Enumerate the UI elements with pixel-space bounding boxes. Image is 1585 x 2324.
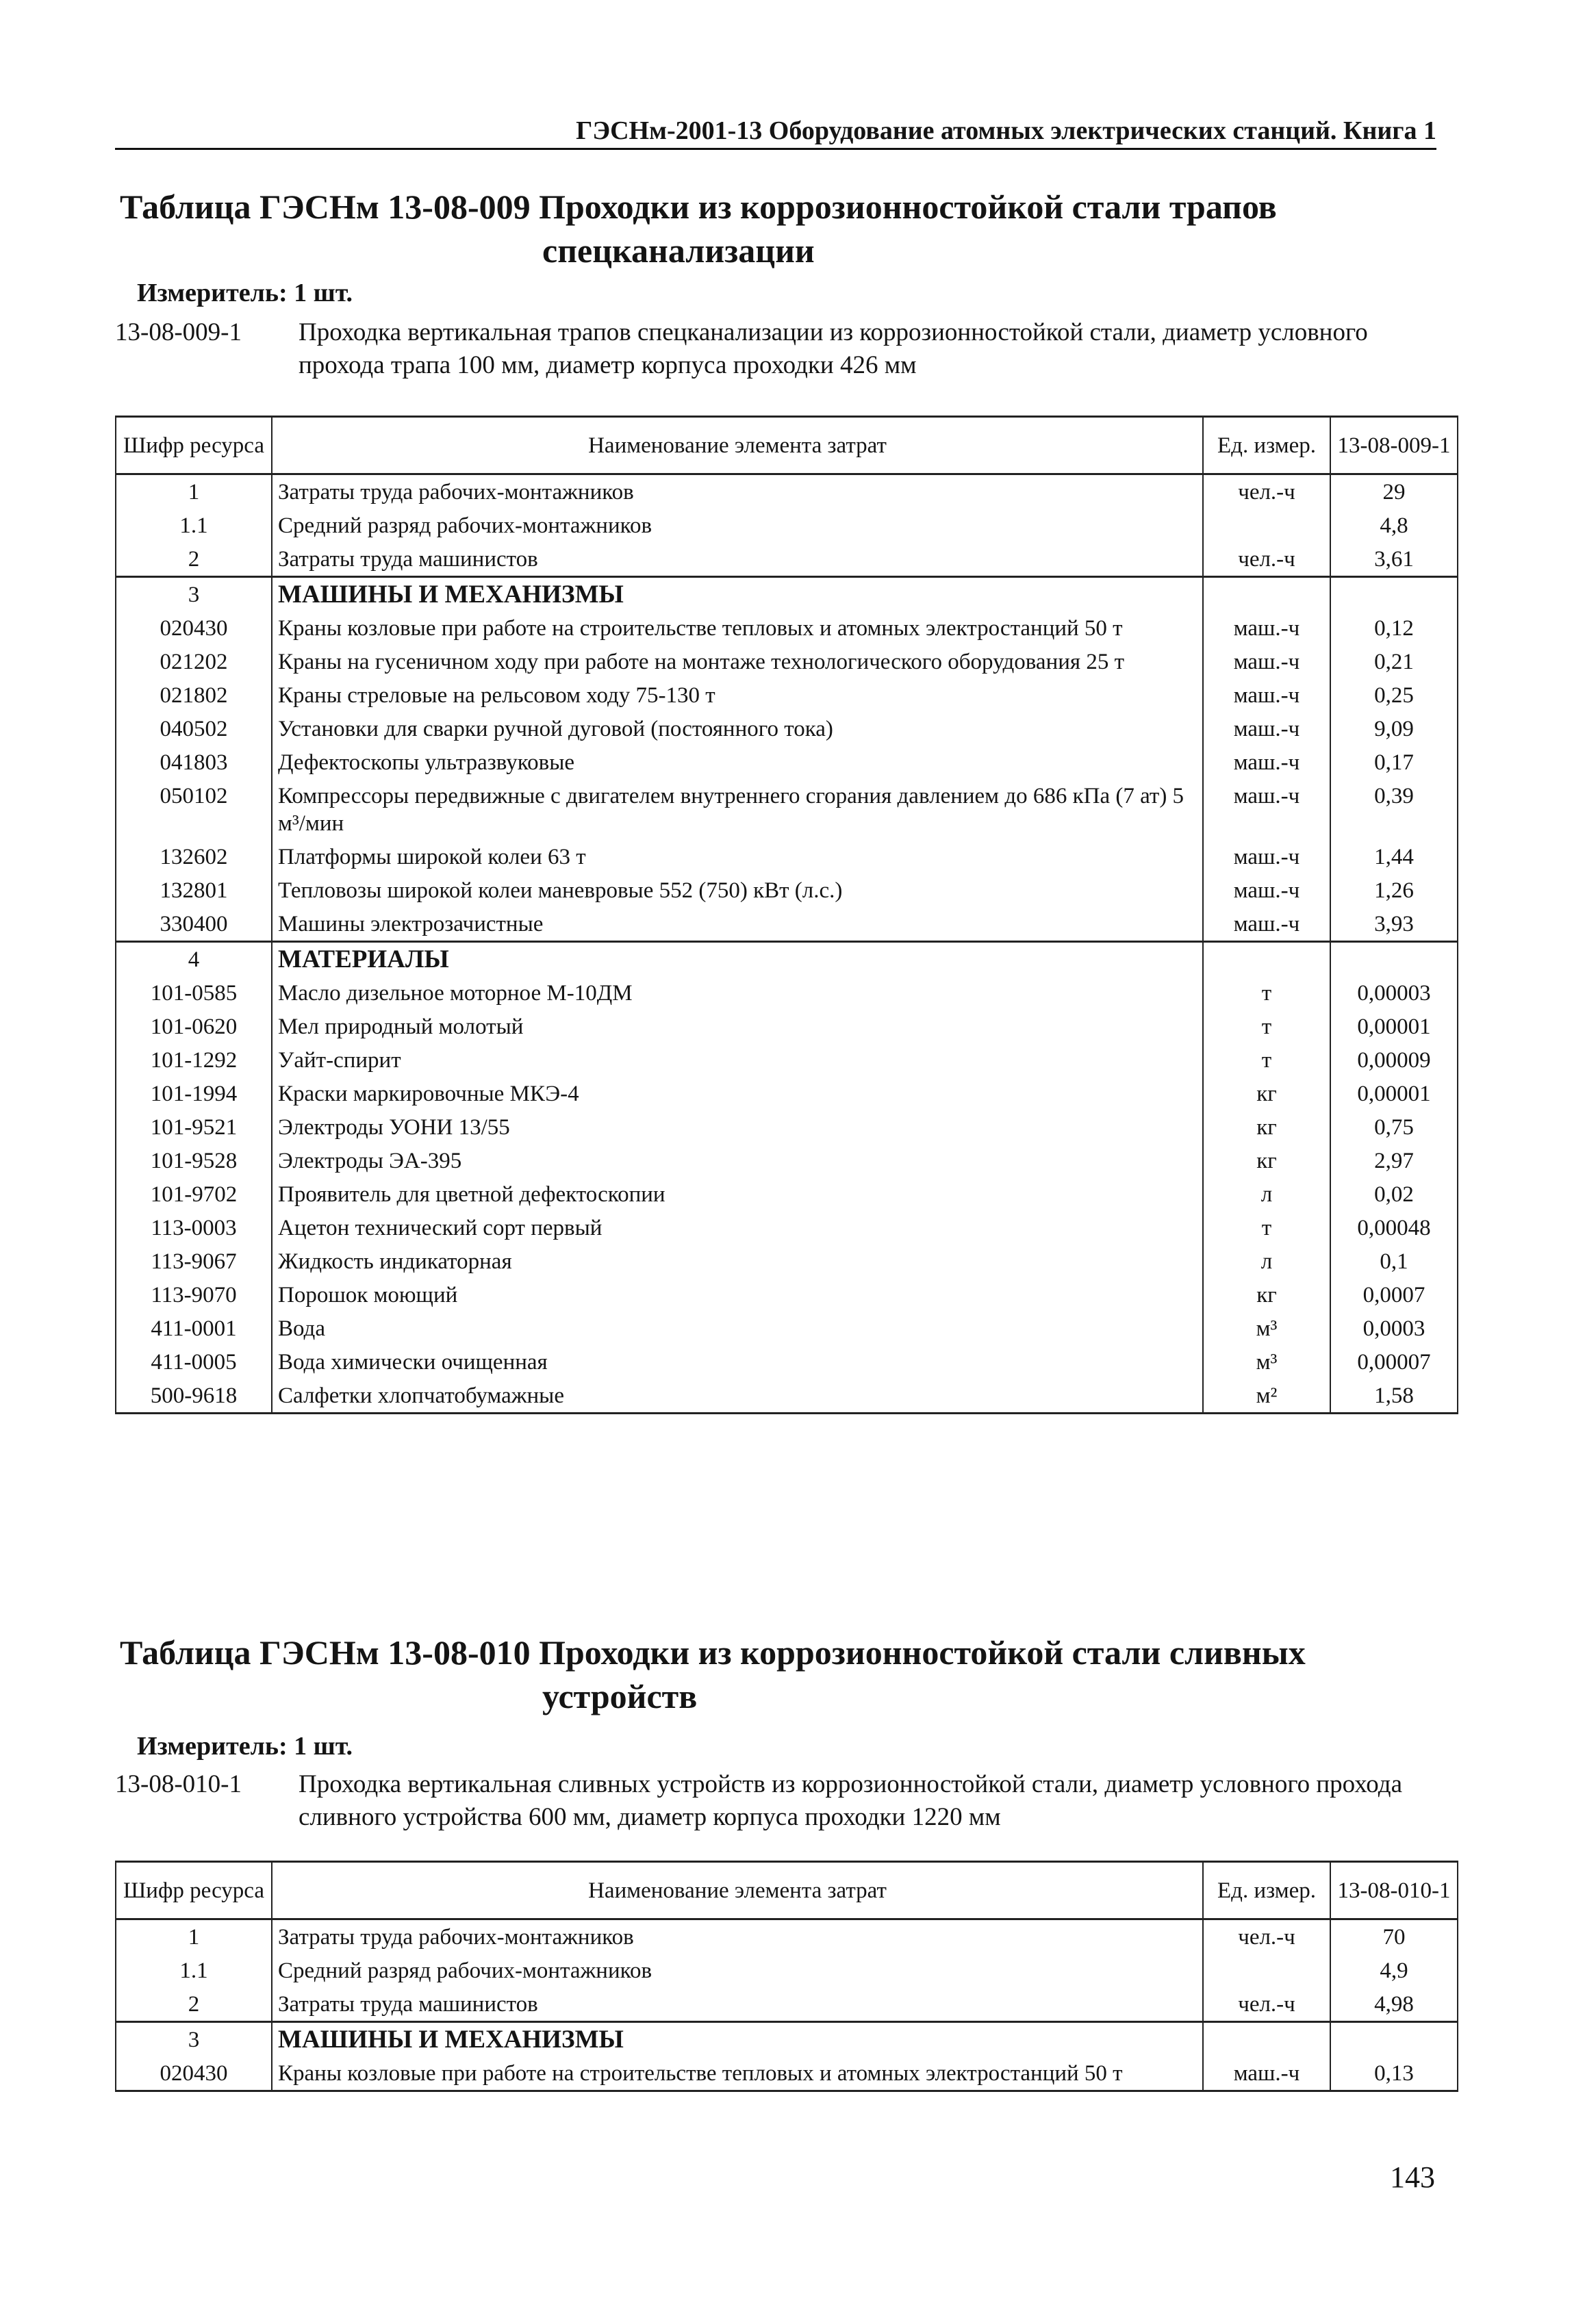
cell-value: 0,00009 — [1330, 1043, 1458, 1077]
cell-unit: м³ — [1203, 1312, 1330, 1345]
cell-code: 3 — [116, 577, 272, 612]
cell-value: 0,0003 — [1330, 1312, 1458, 1345]
cell-value: 29 — [1330, 474, 1458, 509]
cell-name: Дефектоскопы ультразвуковые — [272, 745, 1203, 779]
item-desc-1: Проходка вертикальная трапов спецканализации из коррозионностойкой стали, диаметр условного прохода трапа 100 мм, диаметр корпуса проходки 426 мм — [299, 318, 1368, 379]
col-header-code: Шифр ресурса — [116, 1862, 272, 1919]
cell-name: Затраты труда рабочих-монтажников — [272, 474, 1203, 509]
cell-value: 0,75 — [1330, 1110, 1458, 1144]
cell-code: 2 — [116, 542, 272, 577]
cell-value — [1330, 942, 1458, 977]
running-header: ГЭСНм-2001-13 Оборудование атомных электрических станций. Книга 1 — [115, 114, 1436, 150]
cell-name: Мел природный молотый — [272, 1010, 1203, 1043]
measure-1: Измеритель: 1 шт. — [137, 279, 353, 307]
cell-value: 4,98 — [1330, 1987, 1458, 2022]
cell-name: МАШИНЫ И МЕХАНИЗМЫ — [272, 2022, 1203, 2057]
cell-code: 1 — [116, 474, 272, 509]
cell-value: 2,97 — [1330, 1144, 1458, 1177]
cell-unit: л — [1203, 1244, 1330, 1278]
cell-code: 2 — [116, 1987, 272, 2022]
cell-code: 021202 — [116, 645, 272, 678]
cell-value: 0,25 — [1330, 678, 1458, 712]
cell-unit: маш.-ч — [1203, 2056, 1330, 2091]
cell-unit: м³ — [1203, 1345, 1330, 1379]
table-header-row — [116, 417, 1458, 474]
cell-value: 70 — [1330, 1919, 1458, 1954]
cell-name: Вода — [272, 1312, 1203, 1345]
cell-code: 500-9618 — [116, 1379, 272, 1414]
cell-code: 021802 — [116, 678, 272, 712]
table-row — [116, 2056, 1458, 2091]
cell-value: 1,44 — [1330, 840, 1458, 873]
table-row — [116, 1987, 1458, 2022]
cell-name: Уайт-спирит — [272, 1043, 1203, 1077]
cell-value: 0,39 — [1330, 779, 1458, 840]
cell-code: 101-9702 — [116, 1177, 272, 1211]
cell-value: 0,00001 — [1330, 1010, 1458, 1043]
cell-value: 0,00007 — [1330, 1345, 1458, 1379]
cell-name: МАШИНЫ И МЕХАНИЗМЫ — [272, 577, 1203, 612]
table-row — [116, 1954, 1458, 1987]
cell-value: 4,8 — [1330, 509, 1458, 542]
page-number: 143 — [1390, 2160, 1435, 2194]
cell-unit: чел.-ч — [1203, 474, 1330, 509]
cell-name: Краны на гусеничном ходу при работе на монтаже технологического оборудования 25 т — [272, 645, 1203, 678]
cell-value: 1,26 — [1330, 873, 1458, 907]
cell-unit: кг — [1203, 1144, 1330, 1177]
table-row — [116, 745, 1458, 779]
col-header-unit: Ед. измер. — [1203, 417, 1330, 474]
cell-code: 101-9521 — [116, 1110, 272, 1144]
table-row — [116, 1244, 1458, 1278]
table-row — [116, 1211, 1458, 1244]
cell-value: 0,00001 — [1330, 1077, 1458, 1110]
cell-code: 330400 — [116, 907, 272, 942]
cell-unit: л — [1203, 1177, 1330, 1211]
cell-name: Ацетон технический сорт первый — [272, 1211, 1203, 1244]
cell-code: 020430 — [116, 611, 272, 645]
cell-code: 101-9528 — [116, 1144, 272, 1177]
cell-value: 0,00048 — [1330, 1211, 1458, 1244]
table-row — [116, 1077, 1458, 1110]
cell-value: 0,17 — [1330, 745, 1458, 779]
table-row — [116, 509, 1458, 542]
cell-name: Машины электрозачистные — [272, 907, 1203, 942]
cell-code: 132801 — [116, 873, 272, 907]
cell-unit — [1203, 1954, 1330, 1987]
cell-name: Платформы широкой колеи 63 т — [272, 840, 1203, 873]
measure-2: Измеритель: 1 шт. — [137, 1732, 353, 1761]
table-row — [116, 1278, 1458, 1312]
cell-unit: маш.-ч — [1203, 840, 1330, 873]
col-header-value: 13-08-009-1 — [1330, 417, 1458, 474]
cell-name: Средний разряд рабочих-монтажников — [272, 509, 1203, 542]
table-row — [116, 1177, 1458, 1211]
table-row — [116, 1110, 1458, 1144]
cell-name: Компрессоры передвижные с двигателем внутреннего сгорания давлением до 686 кПа (7 ат) 5 м³/мин — [272, 779, 1203, 840]
cell-value: 3,93 — [1330, 907, 1458, 942]
cell-code: 113-9067 — [116, 1244, 272, 1278]
cell-name: Жидкость индикаторная — [272, 1244, 1203, 1278]
cell-name: Салфетки хлопчатобумажные — [272, 1379, 1203, 1414]
item-code-1: 13-08-009-1 — [115, 318, 242, 346]
table-row — [116, 645, 1458, 678]
cell-unit: т — [1203, 976, 1330, 1010]
cell-unit: маш.-ч — [1203, 779, 1330, 840]
col-header-value: 13-08-010-1 — [1330, 1862, 1458, 1919]
cell-code: 020430 — [116, 2056, 272, 2091]
cell-value — [1330, 577, 1458, 612]
section-row — [116, 577, 1458, 612]
table-row — [116, 779, 1458, 840]
cell-code: 1 — [116, 1919, 272, 1954]
norm-table-2 — [115, 1861, 1458, 2092]
item-desc-2: Проходка вертикальная сливных устройств из коррозионностойкой стали, диаметр условного прохода сливного устройства 600 мм, диаметр корпуса проходки 1220 мм — [299, 1770, 1402, 1831]
cell-unit: м² — [1203, 1379, 1330, 1414]
cell-code: 3 — [116, 2022, 272, 2057]
cell-value: 0,00003 — [1330, 976, 1458, 1010]
table-row — [116, 611, 1458, 645]
cell-code: 101-1994 — [116, 1077, 272, 1110]
cell-name: Краски маркировочные МКЭ-4 — [272, 1077, 1203, 1110]
cell-name: Установки для сварки ручной дуговой (постоянного тока) — [272, 712, 1203, 745]
cell-code: 101-1292 — [116, 1043, 272, 1077]
table-row — [116, 873, 1458, 907]
cell-name: Краны стреловые на рельсовом ходу 75-130 т — [272, 678, 1203, 712]
cell-unit: маш.-ч — [1203, 712, 1330, 745]
cell-value: 3,61 — [1330, 542, 1458, 577]
cell-value: 0,1 — [1330, 1244, 1458, 1278]
cell-code: 101-0620 — [116, 1010, 272, 1043]
cell-value: 9,09 — [1330, 712, 1458, 745]
cell-unit: кг — [1203, 1110, 1330, 1144]
section-row — [116, 2022, 1458, 2057]
cell-unit: чел.-ч — [1203, 1919, 1330, 1954]
cell-unit: т — [1203, 1043, 1330, 1077]
cell-unit: кг — [1203, 1278, 1330, 1312]
col-header-name: Наименование элемента затрат — [272, 417, 1203, 474]
cell-unit — [1203, 2022, 1330, 2057]
cell-name: Проявитель для цветной дефектоскопии — [272, 1177, 1203, 1211]
table-row — [116, 474, 1458, 509]
cell-name: Вода химически очищенная — [272, 1345, 1203, 1379]
table-title-1 — [120, 185, 1421, 272]
cell-unit: маш.-ч — [1203, 678, 1330, 712]
table-row — [116, 542, 1458, 577]
cell-name: Затраты труда машинистов — [272, 542, 1203, 577]
table-title-1-line1: Таблица ГЭСНм 13-08-009 Проходки из коррозионностойкой стали трапов — [120, 188, 1277, 226]
col-header-code: Шифр ресурса — [116, 417, 272, 474]
cell-unit: маш.-ч — [1203, 873, 1330, 907]
cell-code: 113-9070 — [116, 1278, 272, 1312]
table-title-2-line1: Таблица ГЭСНм 13-08-010 Проходки из коррозионностойкой стали сливных — [120, 1633, 1306, 1672]
cell-unit — [1203, 942, 1330, 977]
cell-code: 132602 — [116, 840, 272, 873]
cell-code: 050102 — [116, 779, 272, 840]
cell-code: 4 — [116, 942, 272, 977]
cell-value: 1,58 — [1330, 1379, 1458, 1414]
table-row — [116, 976, 1458, 1010]
table-row — [116, 907, 1458, 942]
cell-value: 0,12 — [1330, 611, 1458, 645]
table-title-2-line2: устройств — [542, 1677, 698, 1715]
cell-unit — [1203, 509, 1330, 542]
table-row — [116, 840, 1458, 873]
cell-name: Электроды УОНИ 13/55 — [272, 1110, 1203, 1144]
cell-unit: чел.-ч — [1203, 1987, 1330, 2022]
table-row — [116, 1144, 1458, 1177]
table-row — [116, 1345, 1458, 1379]
cell-unit: т — [1203, 1211, 1330, 1244]
col-header-name: Наименование элемента затрат — [272, 1862, 1203, 1919]
cell-code: 1.1 — [116, 1954, 272, 1987]
cell-code: 040502 — [116, 712, 272, 745]
cell-unit: маш.-ч — [1203, 611, 1330, 645]
cell-code: 101-0585 — [116, 976, 272, 1010]
cell-name: Затраты труда машинистов — [272, 1987, 1203, 2022]
cell-unit — [1203, 577, 1330, 612]
cell-code: 411-0005 — [116, 1345, 272, 1379]
table-row — [116, 712, 1458, 745]
cell-unit: кг — [1203, 1077, 1330, 1110]
cell-value: 0,13 — [1330, 2056, 1458, 2091]
cell-name: Тепловозы широкой колеи маневровые 552 (750) кВт (л.с.) — [272, 873, 1203, 907]
cell-unit: маш.-ч — [1203, 645, 1330, 678]
cell-value — [1330, 2022, 1458, 2057]
table-row — [116, 1010, 1458, 1043]
cell-value: 4,9 — [1330, 1954, 1458, 1987]
cell-unit: т — [1203, 1010, 1330, 1043]
table-row — [116, 1379, 1458, 1414]
cell-value: 0,0007 — [1330, 1278, 1458, 1312]
cell-name: МАТЕРИАЛЫ — [272, 942, 1203, 977]
table-title-1-line2: спецканализации — [542, 231, 815, 270]
cell-code: 1.1 — [116, 509, 272, 542]
cell-name: Электроды ЭА-395 — [272, 1144, 1203, 1177]
cell-name: Порошок моющий — [272, 1278, 1203, 1312]
cell-name: Средний разряд рабочих-монтажников — [272, 1954, 1203, 1987]
cell-name: Краны козловые при работе на строительстве тепловых и атомных электростанций 50 т — [272, 2056, 1203, 2091]
item-code-2: 13-08-010-1 — [115, 1770, 242, 1798]
table-header-row — [116, 1862, 1458, 1919]
table-title-2 — [120, 1631, 1421, 1718]
cell-code: 041803 — [116, 745, 272, 779]
table-row — [116, 1043, 1458, 1077]
cell-code: 411-0001 — [116, 1312, 272, 1345]
cell-name: Масло дизельное моторное М-10ДМ — [272, 976, 1203, 1010]
cell-unit: маш.-ч — [1203, 907, 1330, 942]
norm-table-1 — [115, 416, 1458, 1414]
section-row — [116, 942, 1458, 977]
cell-name: Затраты труда рабочих-монтажников — [272, 1919, 1203, 1954]
table-row — [116, 1312, 1458, 1345]
col-header-unit: Ед. измер. — [1203, 1862, 1330, 1919]
table-row — [116, 1919, 1458, 1954]
cell-name: Краны козловые при работе на строительстве тепловых и атомных электростанций 50 т — [272, 611, 1203, 645]
cell-value: 0,02 — [1330, 1177, 1458, 1211]
cell-unit: маш.-ч — [1203, 745, 1330, 779]
cell-unit: чел.-ч — [1203, 542, 1330, 577]
cell-value: 0,21 — [1330, 645, 1458, 678]
table-row — [116, 678, 1458, 712]
cell-code: 113-0003 — [116, 1211, 272, 1244]
